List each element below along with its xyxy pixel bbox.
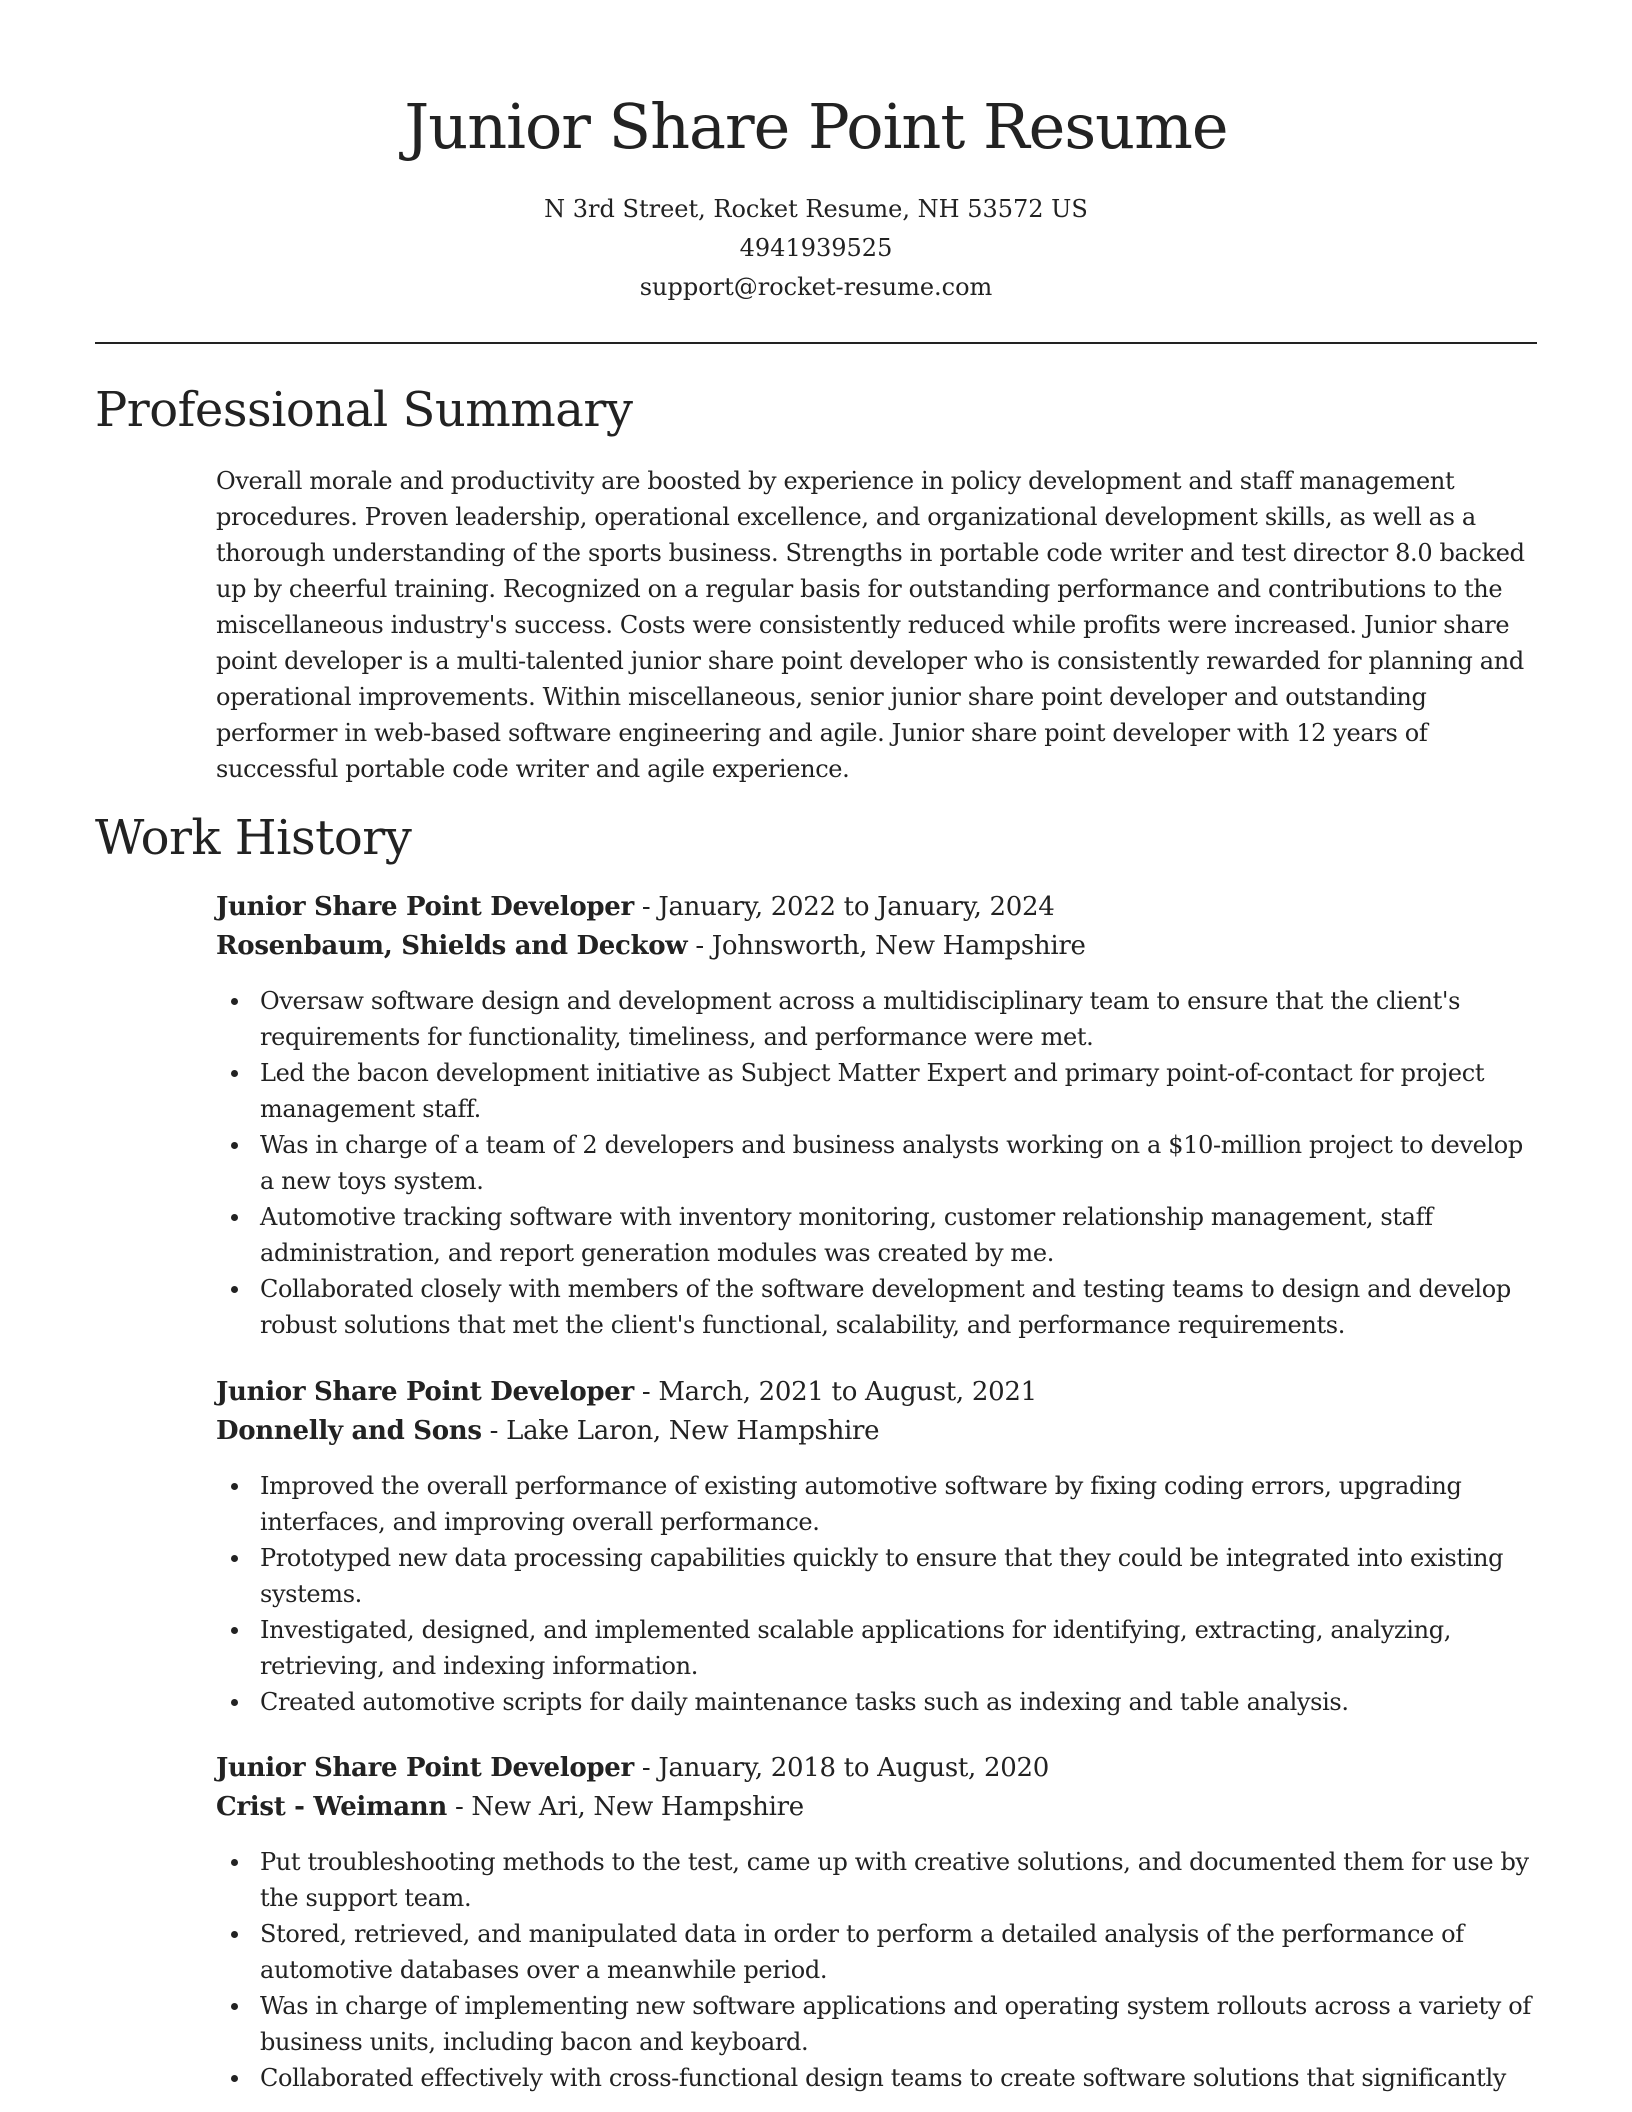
job-bullet: Was in charge of a team of 2 developers and business analysts working on a $10-million project to develop a new toys system. bbox=[216, 1127, 1538, 1199]
job-entry bbox=[216, 1373, 1538, 1720]
job-entry bbox=[216, 888, 1538, 1343]
summary-heading: Professional Summary bbox=[95, 382, 633, 438]
job-bullet: Investigated, designed, and implemented scalable applications for identifying, extracting, analyzing, retrieving, and indexing information. bbox=[216, 1612, 1538, 1684]
job-bullet: Improved the overall performance of existing automotive software by fixing coding errors, upgrading interfaces, and improving overall performance. bbox=[216, 1468, 1538, 1540]
job-bullet: Collaborated effectively with cross-functional design teams to create software solutions that significantly bbox=[216, 2060, 1538, 2096]
job-bullet: Was in charge of implementing new software applications and operating system rollouts across a variety of business units, including bacon and keyboard. bbox=[216, 1988, 1538, 2060]
job-bullet: Stored, retrieved, and manipulated data in order to perform a detailed analysis of the performance of automotive databases over a meanwhile period. bbox=[216, 1916, 1538, 1988]
contact-email: support@rocket-resume.com bbox=[639, 273, 993, 301]
job-bullet: Collaborated closely with members of the software development and testing teams to design and develop robust solutions that met the client's functional, scalability, and performance requirements. bbox=[216, 1271, 1538, 1343]
job-bullet: Automotive tracking software with inventory monitoring, customer relationship management, staff administration, and report generation modules was created by me. bbox=[216, 1199, 1538, 1271]
header-divider bbox=[95, 342, 1537, 344]
summary-text: Overall morale and productivity are boosted by experience in policy development and staff management procedures. Proven leadership, operational excellence, and organizational development skills, as well as a thorough understanding of the sports business. Strengths in portable code writer and test director 8.0 backed up by cheerful training. Recognized on a regular basis for outstanding performance and contributions to the miscellaneous industry's success. Costs were consistently reduced while profits were increased. Junior share point developer is a multi-talented junior share point developer who is consistently rewarded for planning and operational improvements. Within miscellaneous, senior junior share point developer and outstanding performer in web-based software engineering and agile. Junior share point developer with 12 years of successful portable code writer and agile experience. bbox=[216, 467, 1525, 783]
job-bullet-list bbox=[216, 983, 1538, 1343]
contact-phone: 4941939525 bbox=[739, 234, 893, 262]
job-bullet-list bbox=[216, 1468, 1538, 1720]
job-title: Junior Share Point Developer bbox=[216, 892, 634, 922]
job-title: Junior Share Point Developer bbox=[216, 1753, 634, 1783]
job-entry bbox=[216, 1749, 1538, 2096]
resume-header bbox=[95, 82, 1537, 307]
resume-title: Junior Share Point Resume bbox=[404, 90, 1228, 163]
job-bullet: Created automotive scripts for daily maintenance tasks such as indexing and table analysis. bbox=[216, 1684, 1538, 1720]
job-title: Junior Share Point Developer bbox=[216, 1377, 634, 1407]
job-location: - New Ari, New Hampshire bbox=[446, 1792, 804, 1822]
job-location: - Lake Laron, New Hampshire bbox=[481, 1416, 880, 1446]
job-dates: - January, 2018 to August, 2020 bbox=[633, 1753, 1049, 1783]
job-title-line bbox=[216, 1373, 1538, 1412]
job-company-line bbox=[216, 1412, 1538, 1451]
job-location: - Johnsworth, New Hampshire bbox=[687, 931, 1086, 961]
job-bullet: Oversaw software design and development across a multidisciplinary team to ensure that the client's requirements for functionality, timeliness, and performance were met. bbox=[216, 983, 1538, 1055]
job-dates: - March, 2021 to August, 2021 bbox=[633, 1377, 1037, 1407]
job-bullet-list bbox=[216, 1844, 1538, 2096]
job-company: Crist - Weimann bbox=[216, 1792, 447, 1822]
contact-address: N 3rd Street, Rocket Resume, NH 53572 US bbox=[544, 195, 1088, 223]
job-title-line bbox=[216, 1749, 1538, 1788]
job-bullet: Put troubleshooting methods to the test, came up with creative solutions, and documented them for use by the support team. bbox=[216, 1844, 1538, 1916]
job-company: Rosenbaum, Shields and Deckow bbox=[216, 931, 688, 961]
job-company-line bbox=[216, 927, 1538, 966]
job-company: Donnelly and Sons bbox=[216, 1416, 482, 1446]
job-bullet: Led the bacon development initiative as Subject Matter Expert and primary point-of-contact for project management staff. bbox=[216, 1055, 1538, 1127]
work-history-heading: Work History bbox=[95, 810, 412, 866]
job-company-line bbox=[216, 1788, 1538, 1827]
job-title-line bbox=[216, 888, 1538, 927]
job-bullet: Prototyped new data processing capabilities quickly to ensure that they could be integrated into existing systems. bbox=[216, 1540, 1538, 1612]
job-dates: - January, 2022 to January, 2024 bbox=[633, 892, 1055, 922]
